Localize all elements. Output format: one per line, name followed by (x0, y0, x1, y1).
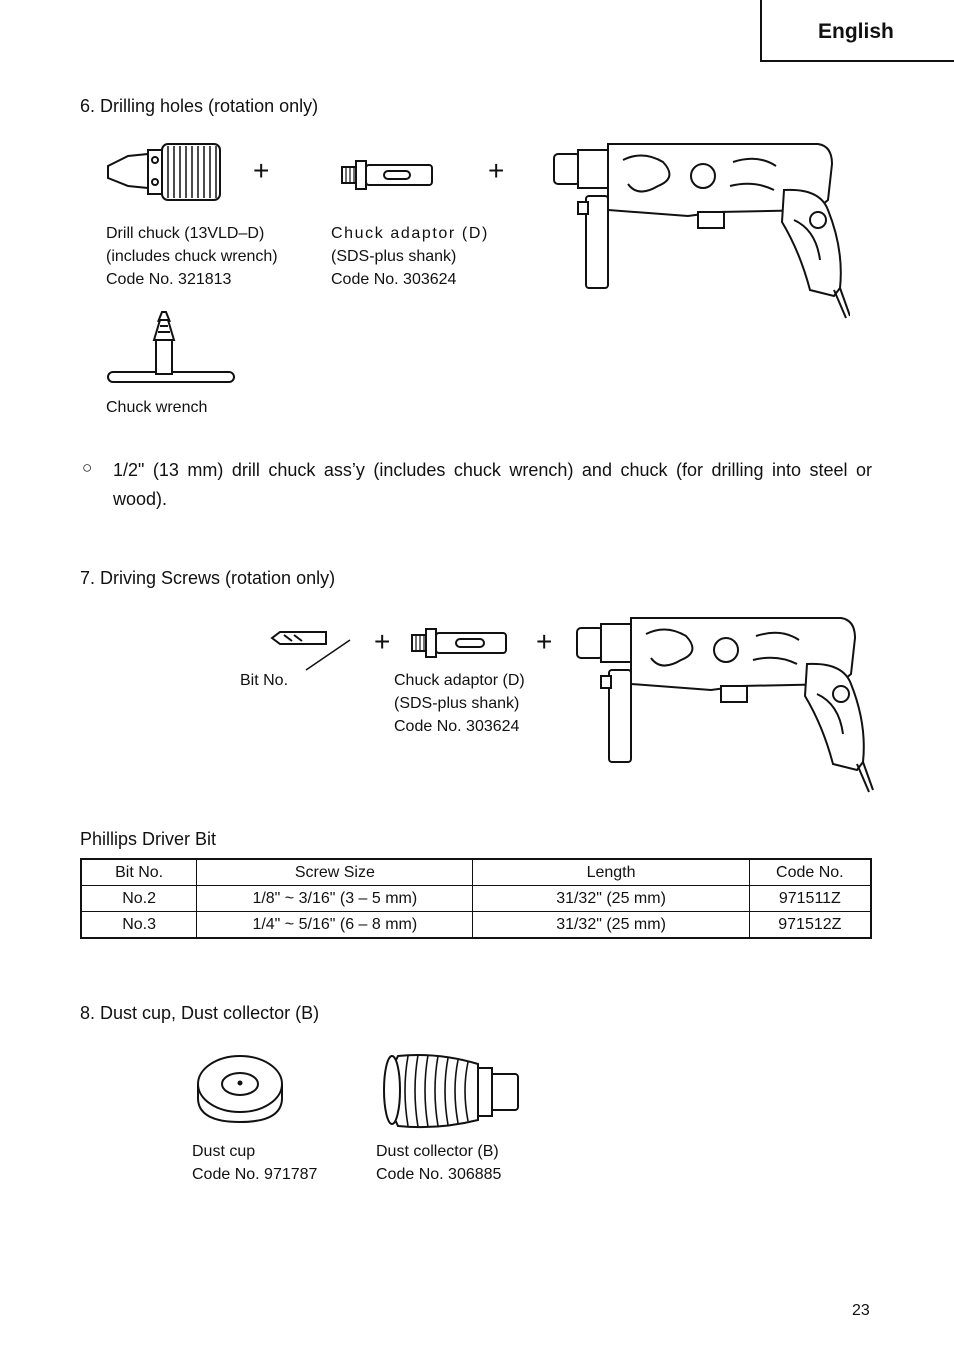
table-header-cell: Bit No. (81, 859, 197, 886)
table-header-cell: Length (473, 859, 749, 886)
chuck-adaptor-name: Chuck adaptor (D) (394, 672, 525, 689)
table-cell: 971512Z (749, 912, 871, 939)
phillips-table-title: Phillips Driver Bit (80, 829, 217, 849)
plus-sign: + (536, 626, 553, 657)
drill-chuck-code: Code No. 321813 (106, 271, 232, 288)
rotary-hammer-illustration (548, 140, 850, 320)
dust-collector-caption (376, 1140, 501, 1186)
plus-sign: + (253, 155, 270, 186)
drill-chuck-illustration (104, 138, 226, 206)
table-row (81, 912, 871, 939)
chuck-adaptor-shank: (SDS-plus shank) (394, 695, 520, 712)
chuck-adaptor-caption (394, 669, 525, 738)
chuck-wrench-illustration (104, 310, 238, 388)
dust-collector-code: Code No. 306885 (376, 1166, 502, 1183)
language-tab (760, 0, 954, 62)
table-header-cell: Code No. (749, 859, 871, 886)
dust-collector-name: Dust collector (B) (376, 1143, 499, 1160)
dust-cup-caption (192, 1140, 317, 1186)
table-row (81, 886, 871, 912)
table-cell: 1/8" ~ 3/16" (3 – 5 mm) (197, 886, 473, 912)
dust-cup-code: Code No. 971787 (192, 1166, 318, 1183)
table-cell: No.3 (81, 912, 197, 939)
drill-chuck-note-paragraph: 1/2" (13 mm) drill chuck ass’y (includes chuck wrench) and chuck (for drilling into steel or wood). (113, 460, 872, 509)
page-number: 23 (852, 1302, 870, 1319)
bullet-circle-icon: ○ (82, 458, 93, 477)
chuck-adaptor-illustration (410, 626, 510, 660)
chuck-adaptor-shank: (SDS-plus shank) (331, 248, 457, 265)
dust-cup-name: Dust cup (192, 1143, 256, 1160)
drill-chuck-name: Drill chuck (13VLD–D) (106, 225, 265, 242)
bit-no-caption: Bit No. (240, 672, 289, 689)
drill-chuck-note: (includes chuck wrench) (106, 248, 278, 265)
section-8-heading: 8. Dust cup, Dust collector (B) (80, 1003, 320, 1023)
chuck-adaptor-caption (331, 222, 489, 291)
dust-collector-illustration (378, 1050, 524, 1130)
table-cell: 31/32" (25 mm) (473, 886, 749, 912)
dust-cup-illustration (194, 1050, 286, 1126)
plus-sign: + (488, 155, 505, 186)
chuck-wrench-caption: Chuck wrench (106, 399, 208, 416)
phillips-bit-table (80, 858, 872, 939)
drill-chuck-caption (106, 222, 278, 291)
language-label: English (818, 20, 894, 43)
section-7-heading: 7. Driving Screws (rotation only) (80, 568, 336, 588)
table-cell: 1/4" ~ 5/16" (6 – 8 mm) (197, 912, 473, 939)
chuck-adaptor-illustration (340, 158, 436, 192)
plus-sign: + (374, 626, 391, 657)
table-cell: 31/32" (25 mm) (473, 912, 749, 939)
table-cell: No.2 (81, 886, 197, 912)
table-cell: 971511Z (749, 886, 871, 912)
rotary-hammer-illustration (570, 614, 874, 794)
chuck-adaptor-code: Code No. 303624 (331, 271, 457, 288)
chuck-adaptor-name: Chuck adaptor (D) (331, 225, 489, 242)
driver-bit-illustration (268, 626, 358, 672)
section-6-heading: 6. Drilling holes (rotation only) (80, 96, 319, 116)
table-header-cell: Screw Size (197, 859, 473, 886)
table-header-row (81, 859, 871, 886)
chuck-adaptor-code: Code No. 303624 (394, 718, 520, 735)
